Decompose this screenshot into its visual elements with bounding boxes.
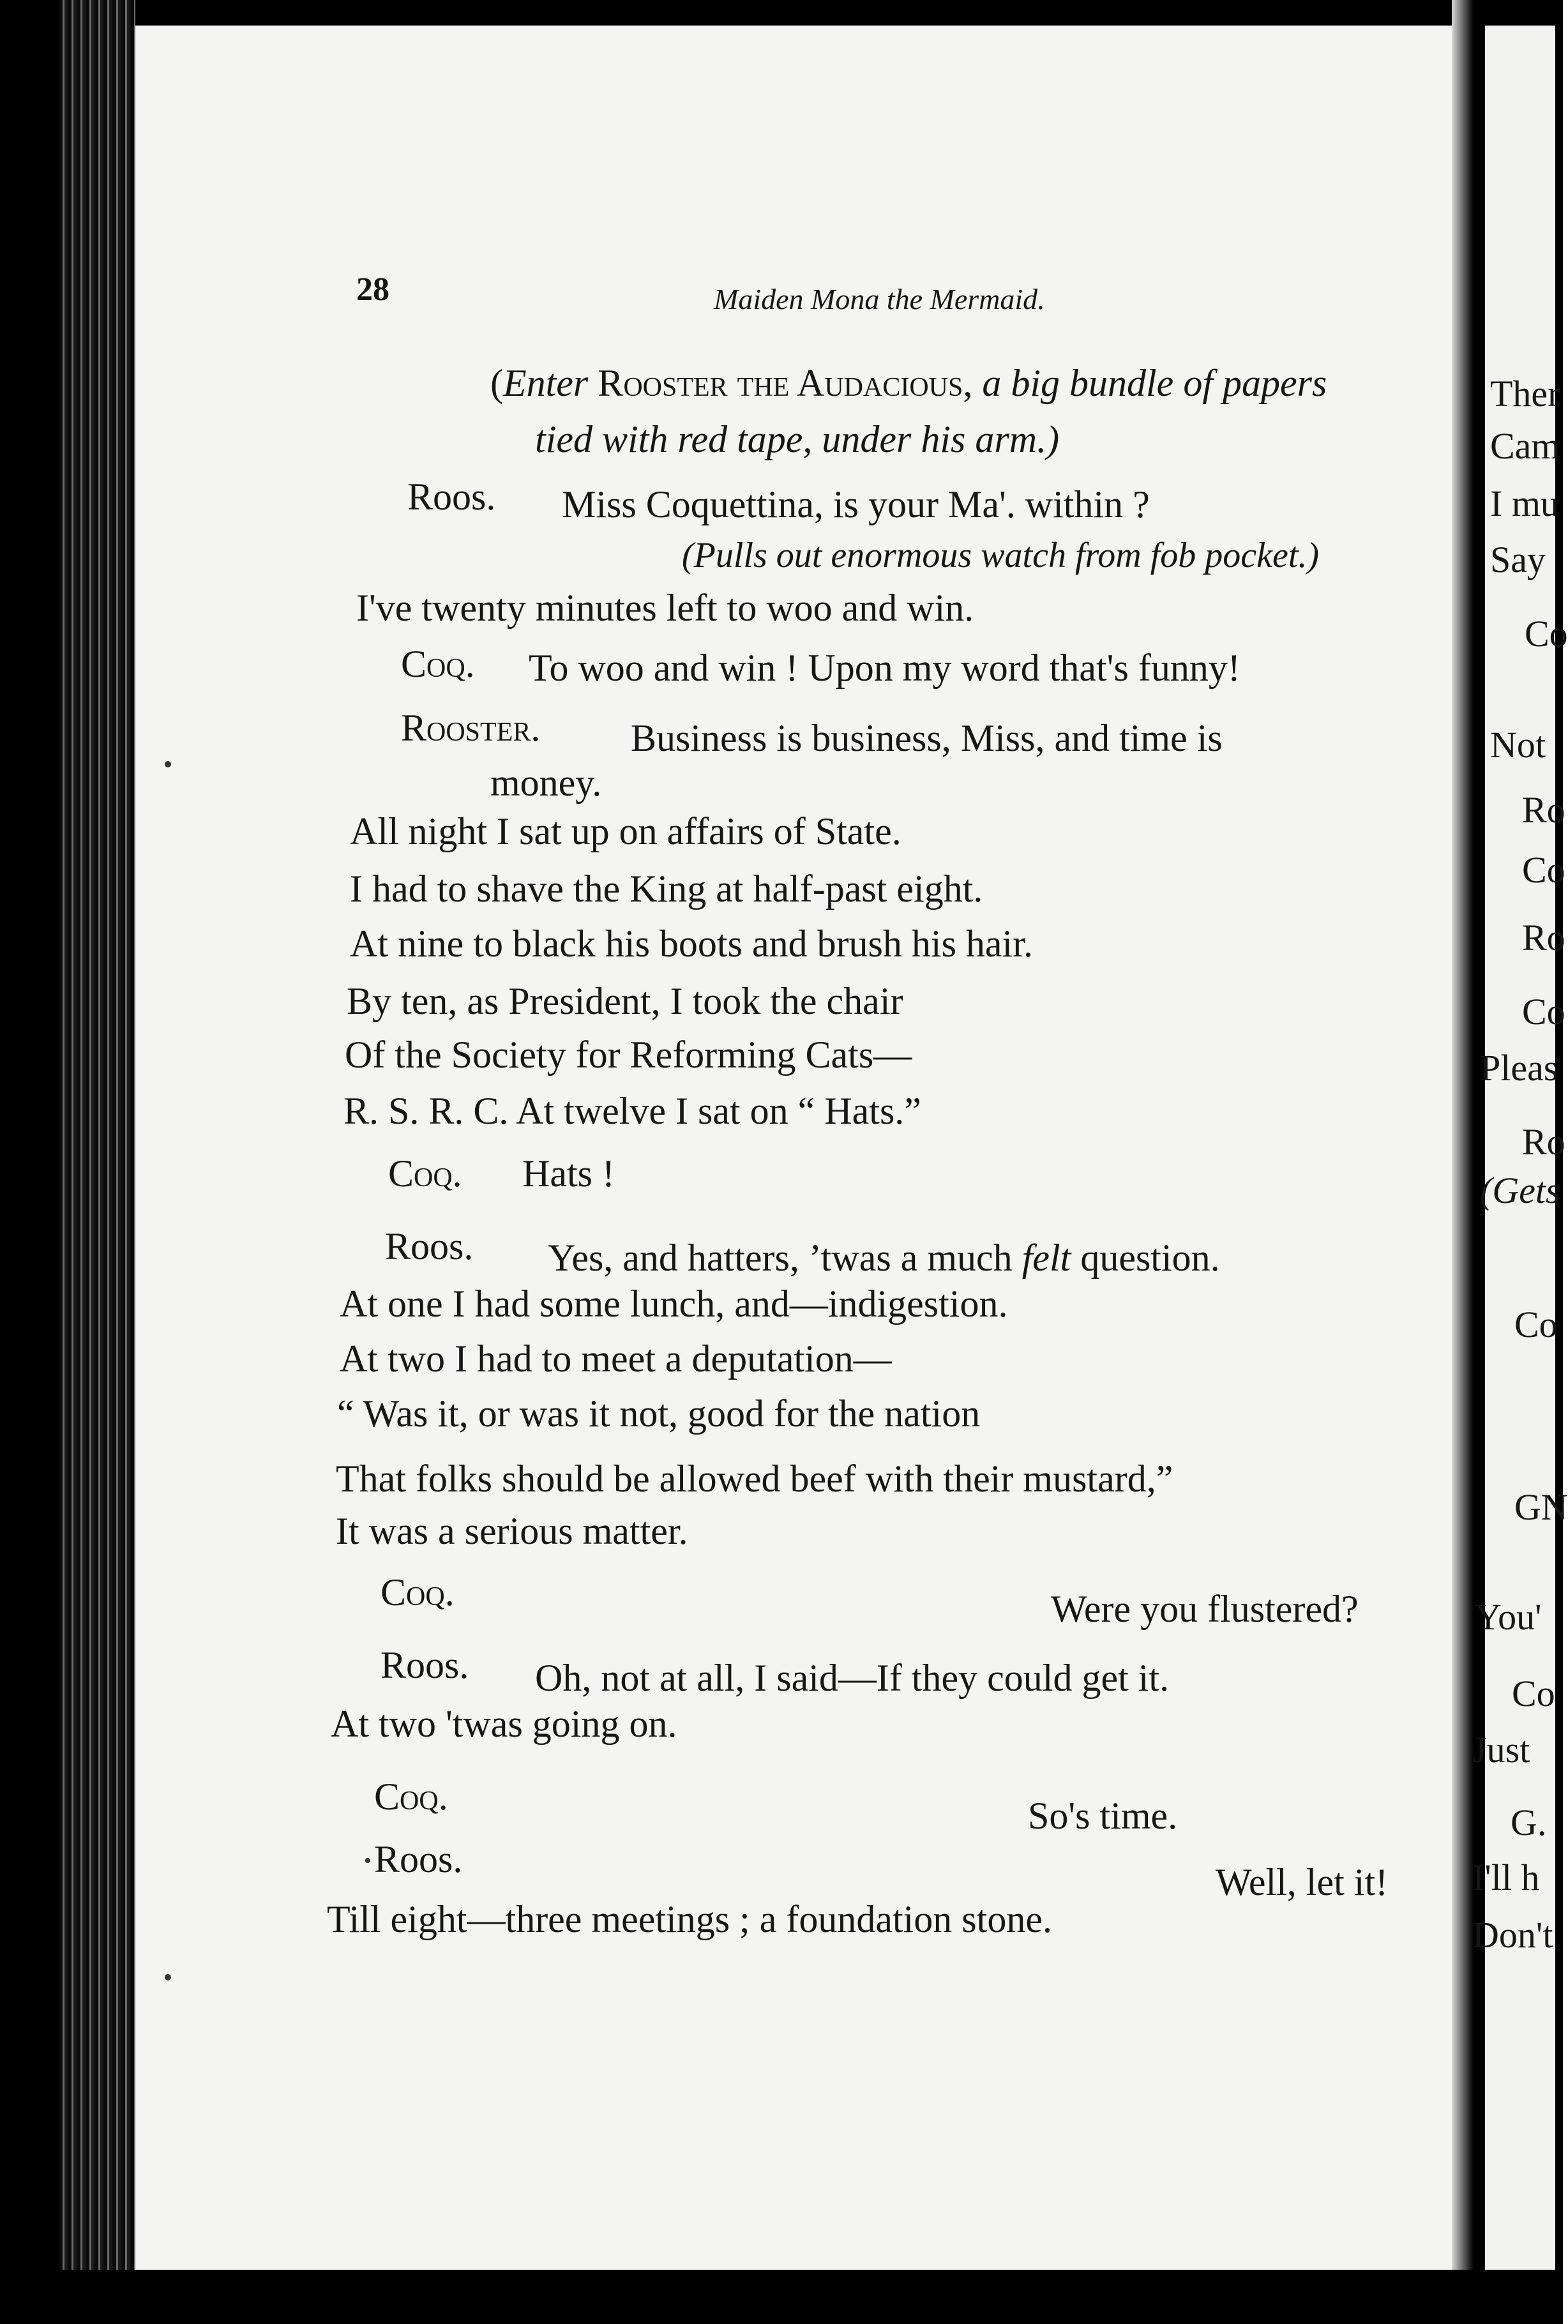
facing-page-fragment: Say [1490,539,1546,580]
speaker-label: Coq. [401,643,475,685]
scan-speck [365,1858,370,1863]
speaker-label: Rooster. [401,707,541,749]
facing-page-fragment: Just [1472,1729,1530,1770]
verse-line: “ Was it, or was it not, good for the nation [337,1392,981,1435]
speaker-label: Coq. [374,1776,448,1818]
facing-page-fragment: Co [1512,1673,1555,1714]
facing-page-fragment: Co [1522,849,1565,891]
facing-page-fragment: Ro [1522,789,1565,831]
facing-page-fragment: Co [1525,613,1568,654]
facing-page-fragment: (Gets [1480,1170,1560,1211]
book-gutter [1452,0,1485,2324]
verse-line: At one I had some lunch, and—indigestion. [340,1283,1008,1325]
verse-line: money. [490,762,602,804]
verse-line: That folks should be allowed beef with their mustard,” [336,1458,1173,1500]
page-stack-edge [59,0,135,2324]
verse-line: I had to shave the King at half-past eight. [350,868,983,910]
verse-line: At two 'twas going on. [331,1703,677,1745]
facing-page-fragment: Cam [1490,425,1560,467]
dialogue-line: Business is business, Miss, and time is [631,717,1223,759]
dialogue-line: To woo and win ! Upon my word that's funny! [529,647,1240,689]
dialogue-line: Were you flustered? [1051,1588,1359,1630]
verse-line: All night I sat up on affairs of State. [350,810,901,852]
facing-page-fragment: Don't [1472,1914,1553,1956]
facing-page-fragment: I mu [1490,483,1559,524]
facing-page-fragment: GN [1514,1486,1568,1528]
scan-speck [165,761,171,767]
speaker-label: Coq. [388,1152,462,1195]
dialogue-line: So's time. [1028,1795,1178,1837]
facing-page-fragment: Ro [1522,1121,1565,1163]
scan-bottom-edge [0,2270,1563,2324]
facing-page-fragment: Ro [1522,917,1565,958]
stage-direction-line: (Pulls out enormous watch from fob pocket.) [682,536,1320,575]
verse-line: I've twenty minutes left to woo and win. [356,587,974,629]
scan-speck [165,1974,171,1981]
stage-direction-line: (Enter Rooster the Audacious, a big bundle of papers [490,362,1327,404]
facing-page-fragment: Pleas [1480,1047,1558,1089]
speaker-label: Coq. [381,1571,455,1613]
facing-page-fragment: I'll h [1472,1857,1540,1898]
facing-page-fragment: Not [1490,724,1546,766]
verse-line: At nine to black his boots and brush his hair. [350,923,1033,965]
facing-page-fragment: Co [1522,991,1565,1032]
verse-line: Till eight—three meetings ; a foundation stone. [327,1898,1052,1940]
speaker-label: Roos. [381,1644,469,1686]
facing-page-fragment: G. [1511,1802,1547,1843]
speaker-label: Roos. [385,1225,474,1267]
dialogue-line: Yes, and hatters, ’twas a much felt question. [548,1237,1220,1279]
speaker-label: Roos. [407,476,496,518]
dialogue-line: Oh, not at all, I said—If they could get it. [535,1657,1170,1699]
dialogue-line: Well, let it! [1216,1861,1389,1903]
facing-page-fragment: You' [1475,1596,1542,1638]
scan-top-edge [0,0,1563,26]
dialogue-line: Miss Coquettina, is your Ma'. within ? [562,483,1150,525]
speaker-label: Roos. [374,1838,463,1880]
page-number: 28 [356,271,389,308]
verse-line: Of the Society for Reforming Cats— [345,1034,912,1076]
verse-line: At two I had to meet a deputation— [340,1338,892,1380]
verse-line: R. S. R. C. At twelve I sat on “ Hats.” [343,1090,921,1132]
running-title: Maiden Mona the Mermaid. [714,283,1045,315]
facing-page-fragment: Co [1514,1304,1558,1345]
stage-direction-line: tied with red tape, under his arm.) [535,418,1060,460]
facing-page-fragment: Ther [1490,373,1560,414]
verse-line: By ten, as President, I took the chair [347,980,903,1022]
book-spine-edge [0,0,59,2324]
dialogue-line: Hats ! [522,1152,615,1195]
verse-line: It was a serious matter. [336,1510,688,1552]
